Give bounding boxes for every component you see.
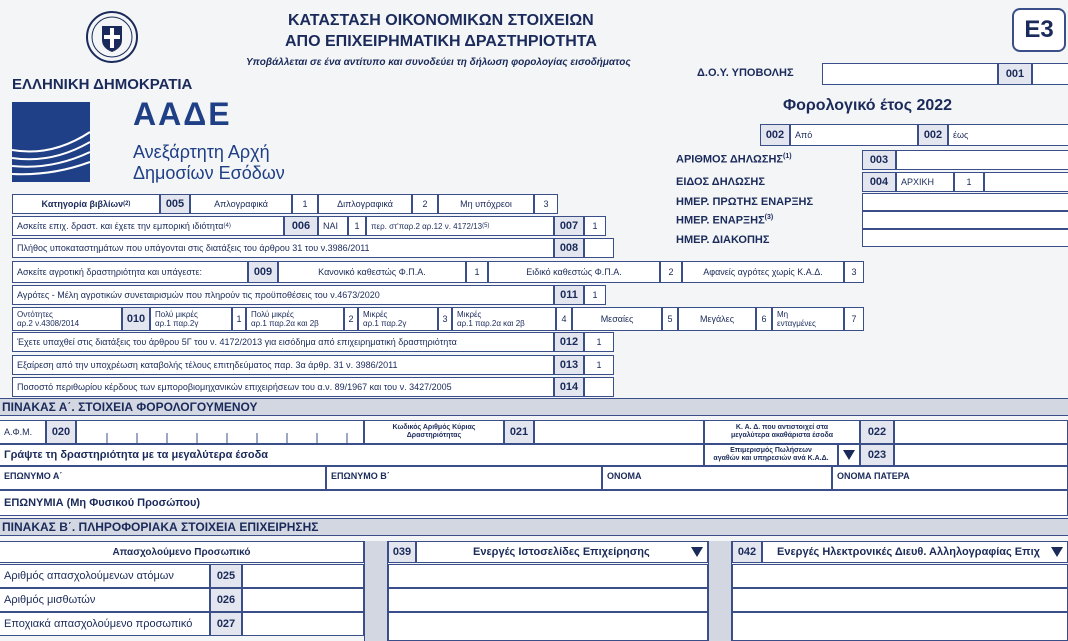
- max-revenue-kad-input[interactable]: [894, 420, 1068, 444]
- profit-margin-label: Ποσοστό περιθωρίου κέρδους των εμποροβιομηχανικών επιχειρήσεων του α.ν. 89/1967 και του ν. 3427/2005: [12, 377, 554, 397]
- staff-row-input[interactable]: [242, 564, 364, 588]
- father-name-label: ΟΝΟΜΑ ΠΑΤΕΡΑ: [832, 466, 1068, 490]
- agri-label: Ασκείτε αγροτική δραστηριότητα και υπάγεστε:: [12, 261, 248, 283]
- staff-row-label: Αριθμός μισθωτών: [0, 588, 210, 612]
- surname-b-label: ΕΠΩΝΥΜΟ Β΄: [326, 466, 602, 490]
- aade-subtitle-1: Ανεξάρτητη Αρχή: [133, 142, 270, 162]
- chevron-down-icon: [843, 450, 855, 460]
- entities-label: Οντότητες αρ.2 ν.4308/2014: [12, 307, 122, 331]
- divider-strip-1: [364, 541, 388, 641]
- website-input[interactable]: [388, 588, 708, 612]
- form-title-line1: ΚΑΤΑΣΤΑΣΗ ΟΙΚΟΝΟΜΙΚΩΝ ΣΤΟΙΧΕΙΩΝ: [288, 12, 594, 29]
- staff-header: Απασχολούμενο Προσωπικό: [0, 541, 364, 563]
- books-option-1-num[interactable]: 1: [292, 194, 318, 214]
- entity-option-3: Μικρές αρ.1 παρ.2γ: [358, 307, 438, 331]
- books-option-2: Διπλογραφικά: [318, 194, 412, 214]
- name-label: ΟΝΟΜΑ: [602, 466, 832, 490]
- declaration-type-label: ΕΙΔΟΣ ΔΗΛΩΣΗΣ: [676, 176, 765, 188]
- sales-split-dropdown[interactable]: [838, 444, 860, 466]
- entities-code: 010: [122, 307, 150, 331]
- email-input[interactable]: [732, 612, 1068, 641]
- entity-option-1: Πολύ μικρές αρ.1 παρ.2γ: [150, 307, 232, 331]
- entity-option-5-num[interactable]: 5: [662, 307, 678, 331]
- agri-option-3-num[interactable]: 3: [844, 261, 864, 283]
- books-option-3-num[interactable]: 3: [534, 194, 558, 214]
- coop-label: Αγρότες - Μέλη αγροτικών συνεταιρισμών που πληρούν τις προϋποθέσεις του ν.4673/2020: [12, 285, 554, 305]
- commercial-activity-num[interactable]: 1: [348, 216, 366, 236]
- websites-label: Ενεργές Ιστοσελίδες Επιχείρησης: [473, 546, 650, 558]
- end-date-input[interactable]: [862, 229, 1068, 247]
- form-subtitle: Υποβάλλεται σε ένα αντίτυπο και συνοδεύει τη δήλωση φορολογίας εισοδήματος: [246, 57, 631, 68]
- afm-input[interactable]: [76, 420, 364, 444]
- agri-option-2: Ειδικό καθεστώς Φ.Π.Α.: [488, 261, 660, 283]
- entity-option-3-num[interactable]: 3: [438, 307, 452, 331]
- chevron-down-icon: [691, 547, 703, 557]
- books-category-code: 005: [160, 194, 190, 214]
- emails-code: 042: [732, 541, 762, 563]
- max-revenue-kad-label: Κ. Α. Δ. που αντιστοιχεί στα μεγαλύτερα ακαθάριστα έσοδα: [704, 420, 860, 444]
- declaration-type-code: 004: [862, 172, 896, 192]
- table-a-title: ΠΙΝΑΚΑΣ Α΄. ΣΤΟΙΧΕΙΑ ΦΟΡΟΛΟΓΟΥΜΕΝΟΥ: [0, 398, 1068, 416]
- afm-ticks: [77, 421, 363, 443]
- art5g-code: 012: [554, 332, 584, 352]
- form-code-badge: [1012, 8, 1066, 52]
- exemption-code: 013: [554, 355, 584, 375]
- tax-year: Φορολογικό έτος 2022: [783, 97, 953, 114]
- emails-label: Ενεργές Ηλεκτρονικές Διευθ. Αλληλογραφίας Επιχ: [777, 546, 1040, 558]
- staff-row-code: 025: [210, 564, 242, 588]
- aade-logo: [12, 102, 90, 182]
- aade-logo-icon: [12, 102, 90, 182]
- agri-option-3: Αφανείς αγρότες χωρίς Κ.Α.Δ.: [682, 261, 844, 283]
- ref-007-num[interactable]: 1: [584, 216, 606, 236]
- coop-num[interactable]: 1: [584, 285, 606, 305]
- entity-option-4: Μικρές αρ.1 παρ.2α και 2β: [452, 307, 556, 331]
- websites-header[interactable]: [416, 541, 708, 563]
- doy-code-input[interactable]: [1032, 63, 1068, 85]
- entity-option-2-num[interactable]: 2: [344, 307, 358, 331]
- form-title-line2: ΑΠΟ ΕΠΙΧΕΙΡΗΜΑΤΙΚΗ ΔΡΑΣΤΗΡΙΟΤΗΤΑ: [285, 33, 597, 50]
- sales-split-input[interactable]: [894, 444, 1068, 466]
- start-date-label: ΗΜΕΡ. ΕΝΑΡΞΗΣ$^{(3)}$: [676, 214, 774, 227]
- aade-title: ΑΑΔΕ: [133, 96, 232, 132]
- to-code: 002: [918, 124, 948, 146]
- art5g-num[interactable]: 1: [584, 332, 614, 352]
- max-revenue-kad-code: 022: [860, 420, 894, 444]
- agri-option-1: Κανονικό καθεστώς Φ.Π.Α.: [278, 261, 466, 283]
- staff-row-label: Εποχιακά απασχολούμενο προσωπικό: [0, 612, 210, 636]
- afm-code: 020: [46, 420, 76, 444]
- staff-row-input[interactable]: [242, 612, 364, 636]
- entity-option-6: Μεγάλες: [678, 307, 756, 331]
- staff-row-label: Αριθμός απασχολούμενων ατόμων: [0, 564, 210, 588]
- republic-label: ΕΛΛΗΝΙΚΗ ΔΗΜΟΚΡΑΤΙΑ: [12, 76, 193, 93]
- activity-label: Γράψτε τη δραστηριότητα με τα μεγαλύτερα έσοδα: [0, 444, 704, 466]
- commercial-activity-ref: περ. στ'παρ.2 αρ.12 ν. 4172/13 (5): [366, 216, 554, 236]
- agri-option-1-num[interactable]: 1: [466, 261, 488, 283]
- main-activity-code: 021: [504, 420, 534, 444]
- website-input[interactable]: [388, 564, 708, 588]
- main-activity-code-label: Κωδικός Αριθμός Κύριας Δραστηριότητας: [364, 420, 504, 444]
- doy-code: 001: [998, 63, 1032, 85]
- profit-margin-input[interactable]: [584, 377, 614, 397]
- entity-option-7: Μη ενταγμένες: [772, 307, 844, 331]
- commercial-activity-label: Ασκείτε επιχ. δραστ. και έχετε την εμπορική ιδιότητα (4): [12, 216, 284, 236]
- declaration-type-num: 1: [954, 172, 984, 192]
- staff-row-code: 027: [210, 612, 242, 636]
- table-b-title: ΠΙΝΑΚΑΣ Β΄. ΠΛΗΡΟΦΟΡΙΑΚΑ ΣΤΟΙΧΕΙΑ ΕΠΙΧΕΙΡΗΣΗΣ: [0, 518, 1068, 536]
- agri-option-2-num[interactable]: 2: [660, 261, 682, 283]
- entity-option-6-num[interactable]: 6: [756, 307, 772, 331]
- books-category-label: Κατηγορία βιβλίων (2): [12, 194, 160, 214]
- website-input[interactable]: [388, 612, 708, 641]
- staff-row-input[interactable]: [242, 588, 364, 612]
- commercial-activity-yes: ΝΑΙ: [318, 216, 348, 236]
- books-option-1: Απλογραφικά: [190, 194, 292, 214]
- to-input[interactable]: έως: [948, 124, 1068, 146]
- sales-split-code: 023: [860, 444, 894, 466]
- first-start-date-label: ΗΜΕΡ. ΠΡΩΤΗΣ ΕΝΑΡΞΗΣ: [676, 196, 814, 208]
- staff-row-code: 026: [210, 588, 242, 612]
- entity-option-4-num[interactable]: 4: [556, 307, 572, 331]
- aade-subtitle-2: Δημοσίων Εσόδων: [133, 163, 285, 183]
- afm-label: Α.Φ.Μ.: [0, 420, 46, 444]
- entity-option-5: Μεσαίες: [572, 307, 662, 331]
- exemption-num[interactable]: 1: [584, 355, 614, 375]
- declaration-number-label: ΑΡΙΘΜΟΣ ΔΗΛΩΣΗΣ$^{(1)}$: [676, 153, 792, 166]
- entity-option-1-num[interactable]: 1: [232, 307, 246, 331]
- ref-code-007: 007: [554, 216, 584, 236]
- first-start-date-input[interactable]: [862, 193, 1068, 211]
- doy-label: Δ.Ο.Υ. ΥΠΟΒΟΛΗΣ: [697, 67, 794, 79]
- email-input[interactable]: [732, 564, 1068, 588]
- declaration-type-value: ΑΡΧΙΚΗ: [896, 172, 954, 192]
- form-code: Ε3: [1024, 16, 1054, 43]
- start-date-input[interactable]: [862, 211, 1068, 229]
- sales-split-label: Επιμερισμός Πωλήσεων αγαθών και υπηρεσιών ανά Κ.Α.Δ.: [704, 444, 838, 466]
- main-activity-input[interactable]: [534, 420, 704, 444]
- books-option-3: Μη υπόχρεοι: [438, 194, 534, 214]
- declaration-number-input[interactable]: [896, 150, 1068, 170]
- chevron-down-icon: [1051, 547, 1063, 557]
- entity-option-7-num[interactable]: 7: [844, 307, 864, 331]
- emblem: [85, 10, 139, 64]
- greek-emblem-icon: [85, 10, 139, 64]
- books-option-2-num[interactable]: 2: [412, 194, 438, 214]
- declaration-type-checkbox[interactable]: [984, 172, 1068, 192]
- email-input[interactable]: [732, 588, 1068, 612]
- websites-code: 039: [388, 541, 416, 563]
- coop-code: 011: [554, 285, 584, 305]
- doy-input[interactable]: [822, 63, 998, 85]
- agri-code: 009: [248, 261, 278, 283]
- from-input[interactable]: Από: [790, 124, 918, 146]
- end-date-label: ΗΜΕΡ. ΔΙΑΚΟΠΗΣ: [676, 234, 770, 246]
- branches-label: Πλήθος υποκαταστημάτων που υπάγονται στις διατάξεις του άρθρου 31 του ν.3986/2011: [12, 238, 554, 258]
- art5g-label: Έχετε υπαχθεί στις διατάξεις του άρθρου 5Γ του ν. 4172/2013 για εισόδημα από επιχειρηματική δραστηριότητα: [12, 332, 554, 352]
- divider-strip-2: [708, 541, 732, 641]
- commercial-activity-code: 006: [284, 216, 318, 236]
- from-code: 002: [760, 124, 790, 146]
- emails-header[interactable]: [762, 541, 1068, 563]
- branches-code: 008: [554, 238, 584, 258]
- branches-input[interactable]: [584, 238, 614, 258]
- declaration-number-code: 003: [862, 150, 896, 170]
- exemption-label: Εξαίρεση από την υποχρέωση καταβολής τέλους επιτηδεύματος παρ. 3α άρθρ. 31 ν. 3986/2011: [12, 355, 554, 375]
- company-name-label: ΕΠΩΝΥΜΙΑ (Μη Φυσικού Προσώπου): [0, 490, 1068, 516]
- profit-margin-code: 014: [554, 377, 584, 397]
- entity-option-2: Πολύ μικρές αρ.1 παρ.2α και 2β: [246, 307, 344, 331]
- surname-a-label: ΕΠΩΝΥΜΟ Α΄: [0, 466, 326, 490]
